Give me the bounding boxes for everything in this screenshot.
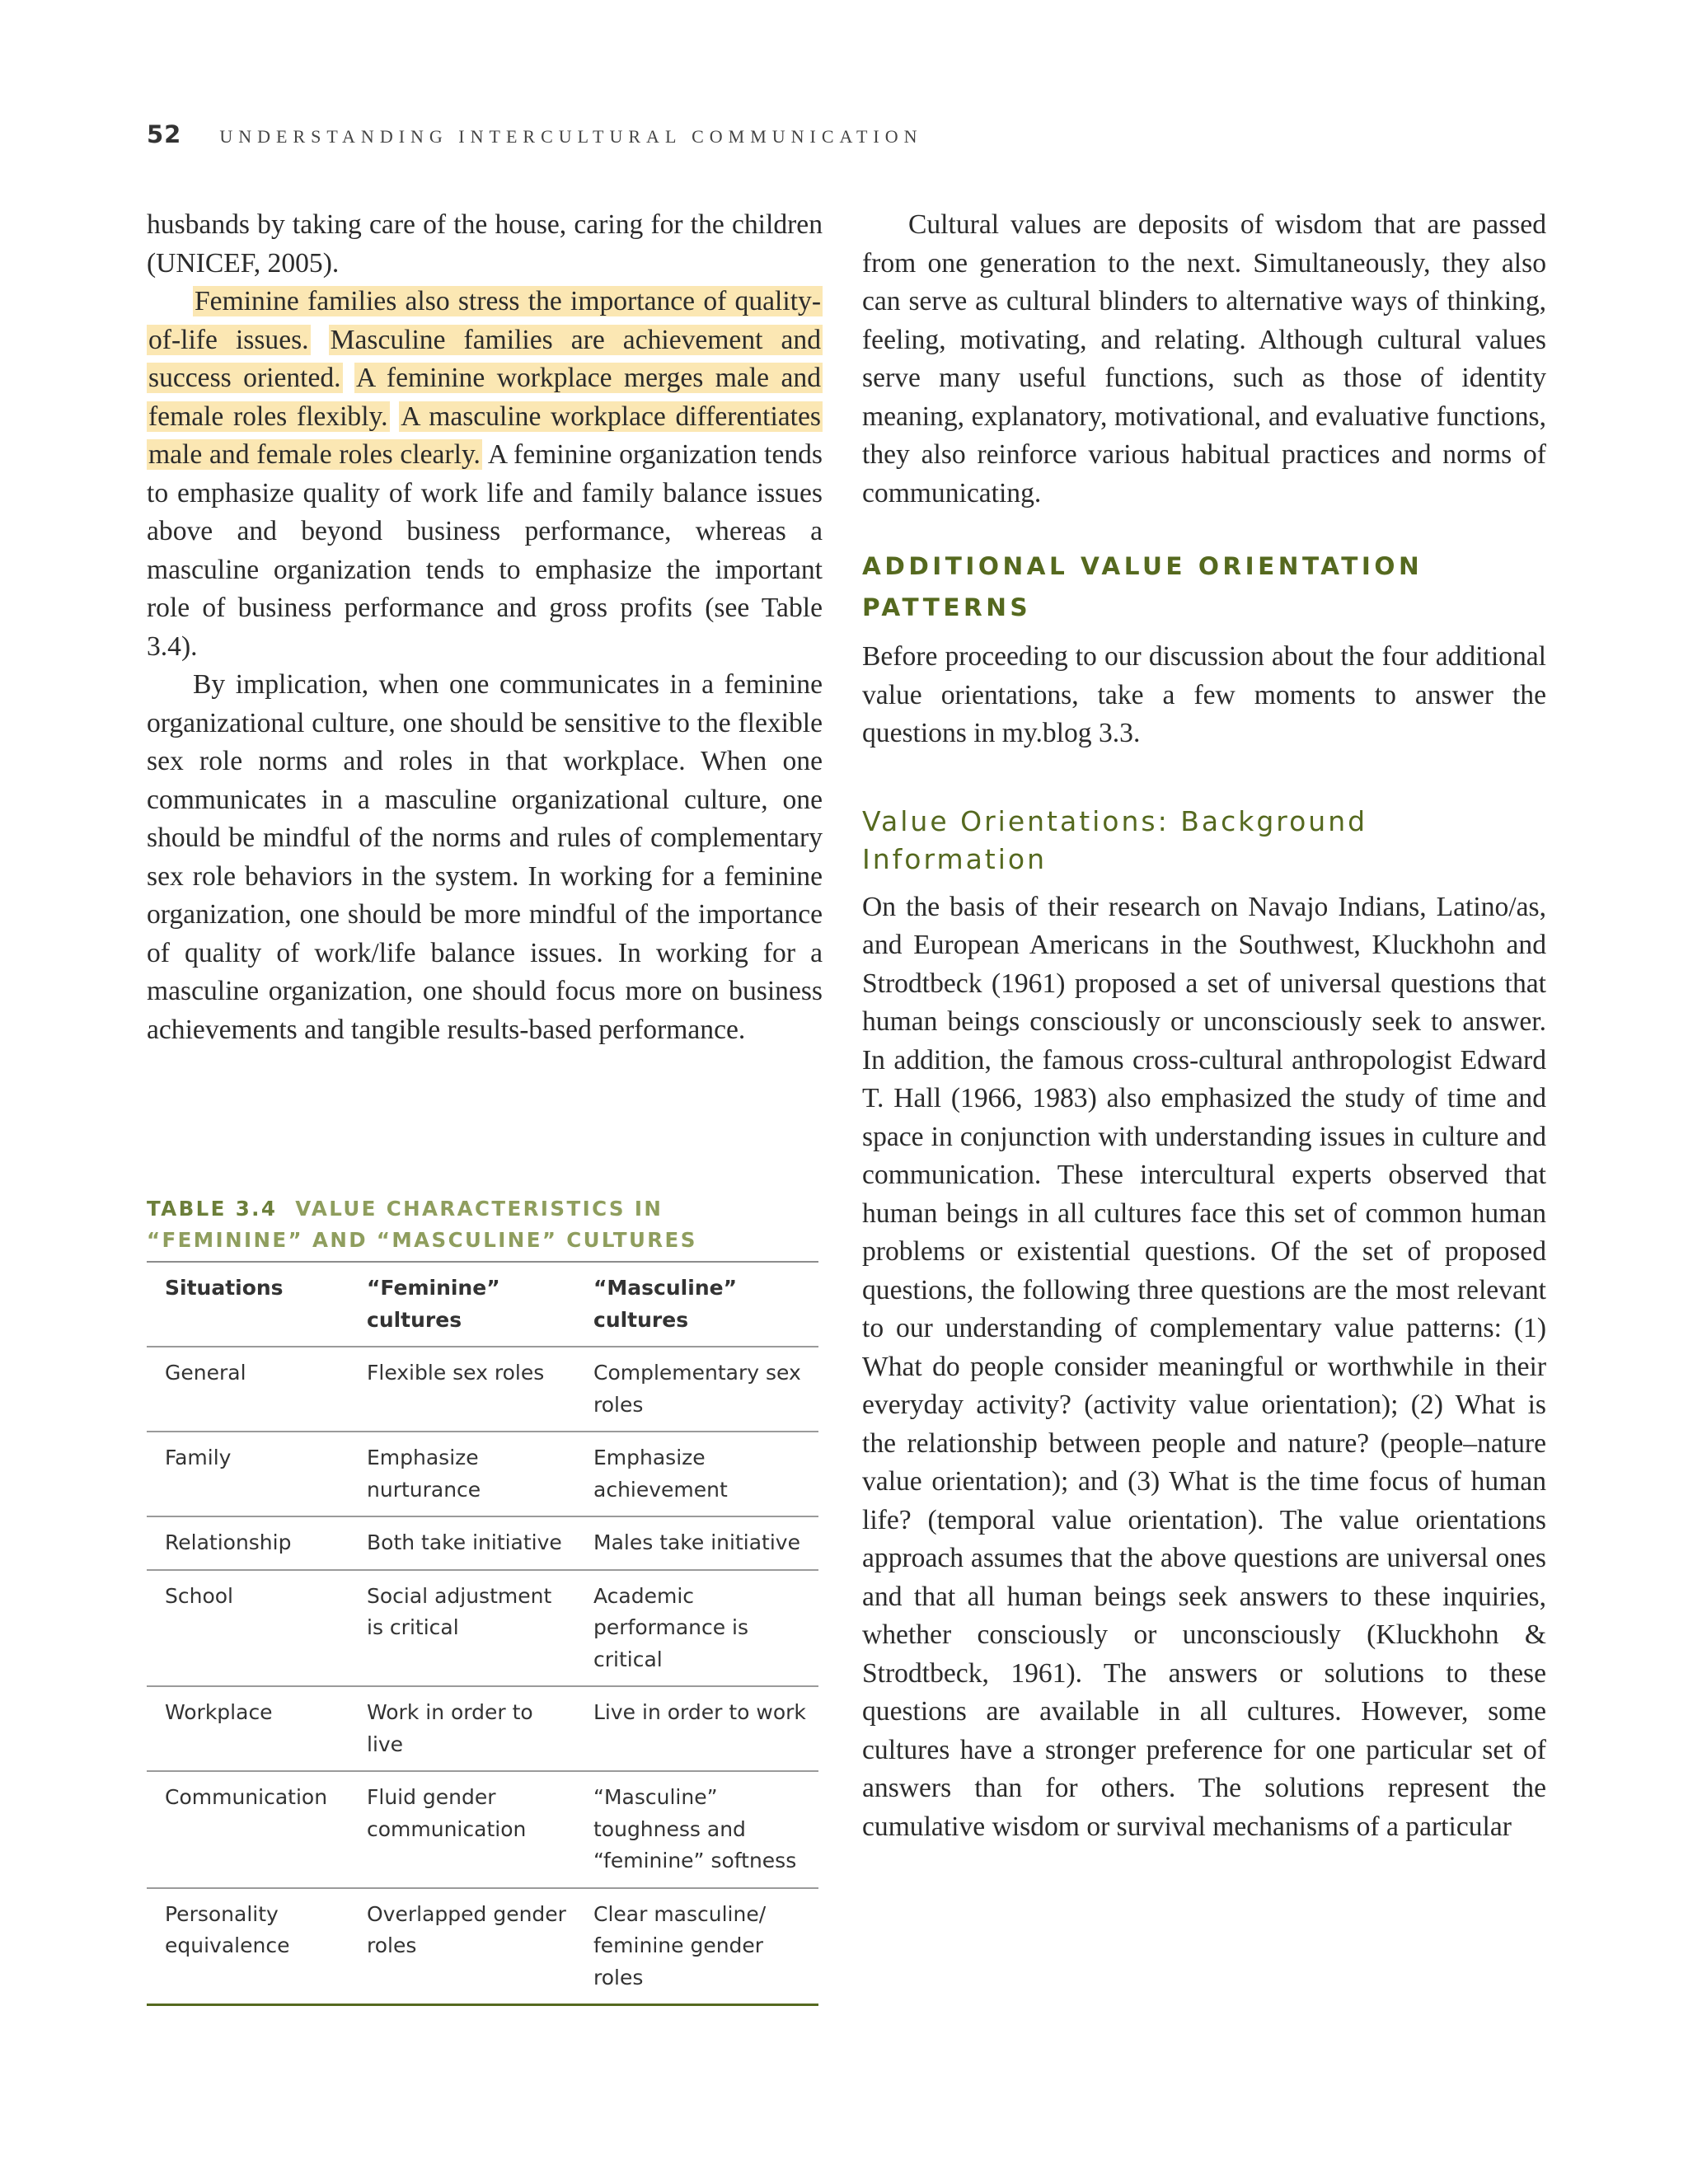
cell-situation: General — [147, 1347, 349, 1432]
cell-situation: Family — [147, 1432, 349, 1516]
running-header — [147, 120, 923, 148]
table-row — [147, 1888, 818, 2005]
cell-situation: Communication — [147, 1771, 349, 1888]
paragraph-remainder: A feminine organization tends to emphasize quality of work life and family balance issues above and beyond business performance, whereas a masculine organization tends to emphasize the important role of business performance and gross profits (see Table 3.4). — [147, 439, 823, 662]
paragraph-implication: By implication, when one communicates in a feminine organizational culture, one should be sensitive to the flexible sex role norms and roles in that workplace. When one communicates in a masculine organizational culture, one should be mindful of the norms and rules of complementary sex role behaviors in the system. In working for a feminine organization, one should be more mindful of the importance of quality of work/life balance issues. In working for a masculine organization, one should focus more on business achievements and tangible results-based performance. — [147, 669, 823, 1045]
subsection-heading: Value Orientations: Background Information — [862, 804, 1368, 875]
paragraph-highlighted — [147, 283, 823, 666]
highlight-3[interactable]: A feminine workplace merges male and female roles flexibly. — [148, 363, 821, 432]
paragraph-continued: husbands by taking care of the house, caring for the children (UNICEF, 2005). — [147, 209, 823, 279]
right-column — [862, 206, 1546, 1846]
table-header-row — [147, 1262, 818, 1347]
page-number: 52 — [147, 120, 182, 148]
cell-feminine: Social adjustment is critical — [349, 1570, 575, 1687]
left-column — [147, 206, 823, 1049]
table-row — [147, 1771, 818, 1888]
paragraph-cultural-values: Cultural values are deposits of wisdom that are passed from one generation to the next. Simultaneously, they also can serve as cultural blinders to alternative ways of thinking, feeling, motivating, and relating. Although cultural values serve many useful functions, such as those of identity meaning, explanatory, motivational, and evaluative functions, they also reinforce various habitual practices and norms of communicating. — [862, 209, 1546, 509]
cell-masculine: Academic performance is critical — [575, 1570, 818, 1687]
cell-feminine: Flexible sex roles — [349, 1347, 575, 1432]
table-row — [147, 1516, 818, 1570]
paragraph-value-orientations: On the basis of their research on Navajo Indians, Latino/as, and European Americans in the Southwest, Kluckhohn and Strodtbeck (1961) proposed a set of universal questions that human beings consciously or unconsciously seek to answer. In addition, the famous cross-cultural anthropologist Edward T. Hall (1966, 1983) also emphasized the study of time and space in conjunction with understanding issues in culture and communication. These intercultural experts observed that human beings in all cultures face this set of common human problems or existential questions. Of the set of proposed questions, the following three questions are the most relevant to our understanding of complementary value patterns: (1) What do people consider meaningful or worthwhile in their everyday activity? (activity value orientation); (2) What is the relationship between people and nature? (people–nature value orientation); and (3) What is the time focus of human life? (temporal value orientation). The value orientations approach assumes that the above questions are universal ones and that all human beings seek answers to these inquiries, whether consciously or unconsciously (Kluckhohn & Strodtbeck, 1961). The answers or solutions to these questions are available in all cultures. However, some cultures have a stronger preference for one particular set of answers than for others. The solutions represent the cumulative wisdom or survival mechanisms of a particular — [862, 891, 1546, 1842]
highlight-1[interactable]: Feminine families also stress the importance of quality-of-life issues. — [148, 286, 821, 355]
book-title: UNDERSTANDING INTERCULTURAL COMMUNICATION — [219, 126, 923, 147]
cell-masculine: Complementary sex roles — [575, 1347, 818, 1432]
highlight-2[interactable]: Masculine families are achievement and success oriented. — [148, 324, 821, 393]
cell-situation: Workplace — [147, 1686, 349, 1771]
header-situations: Situations — [165, 1276, 284, 1300]
table-row — [147, 1686, 818, 1771]
cell-situation: Relationship — [147, 1516, 349, 1570]
cell-masculine: Clear masculine/ feminine gender roles — [575, 1888, 818, 2005]
value-characteristics-table — [147, 1261, 818, 2006]
table-number: TABLE 3.4 — [147, 1197, 278, 1221]
cell-masculine: Males take initiative — [575, 1516, 818, 1570]
header-masculine: “Masculine” cultures — [593, 1276, 737, 1332]
header-feminine: “Feminine” cultures — [367, 1276, 500, 1332]
cell-feminine: Overlapped gender roles — [349, 1888, 575, 2005]
highlight-4[interactable]: A masculine workplace differentiates male and female roles clearly. — [148, 401, 821, 470]
cell-situation: School — [147, 1570, 349, 1687]
cell-situation: Personality equivalence — [147, 1888, 349, 2005]
cell-feminine: Work in order to live — [349, 1686, 575, 1771]
table-caption — [147, 1193, 818, 1256]
table-row — [147, 1570, 818, 1687]
section-heading: ADDITIONAL VALUE ORIENTATION PATTERNS — [862, 552, 1423, 621]
cell-feminine: Emphasize nurturance — [349, 1432, 575, 1516]
table-row — [147, 1347, 818, 1432]
cell-masculine: “Masculine” toughness and “feminine” softness — [575, 1771, 818, 1888]
cell-feminine: Fluid gender communication — [349, 1771, 575, 1888]
table-3-4 — [147, 1193, 818, 2006]
table-title: VALUE CHARACTERISTICS IN “FEMININE” AND “MASCULINE” CULTURES — [147, 1197, 697, 1252]
paragraph-before-proceeding: Before proceeding to our discussion about the four additional value orientations, take a few moments to answer the questions in my.blog 3.3. — [862, 641, 1546, 748]
cell-masculine: Emphasize achievement — [575, 1432, 818, 1516]
cell-masculine: Live in order to work — [575, 1686, 818, 1771]
table-row — [147, 1432, 818, 1516]
cell-feminine: Both take initiative — [349, 1516, 575, 1570]
